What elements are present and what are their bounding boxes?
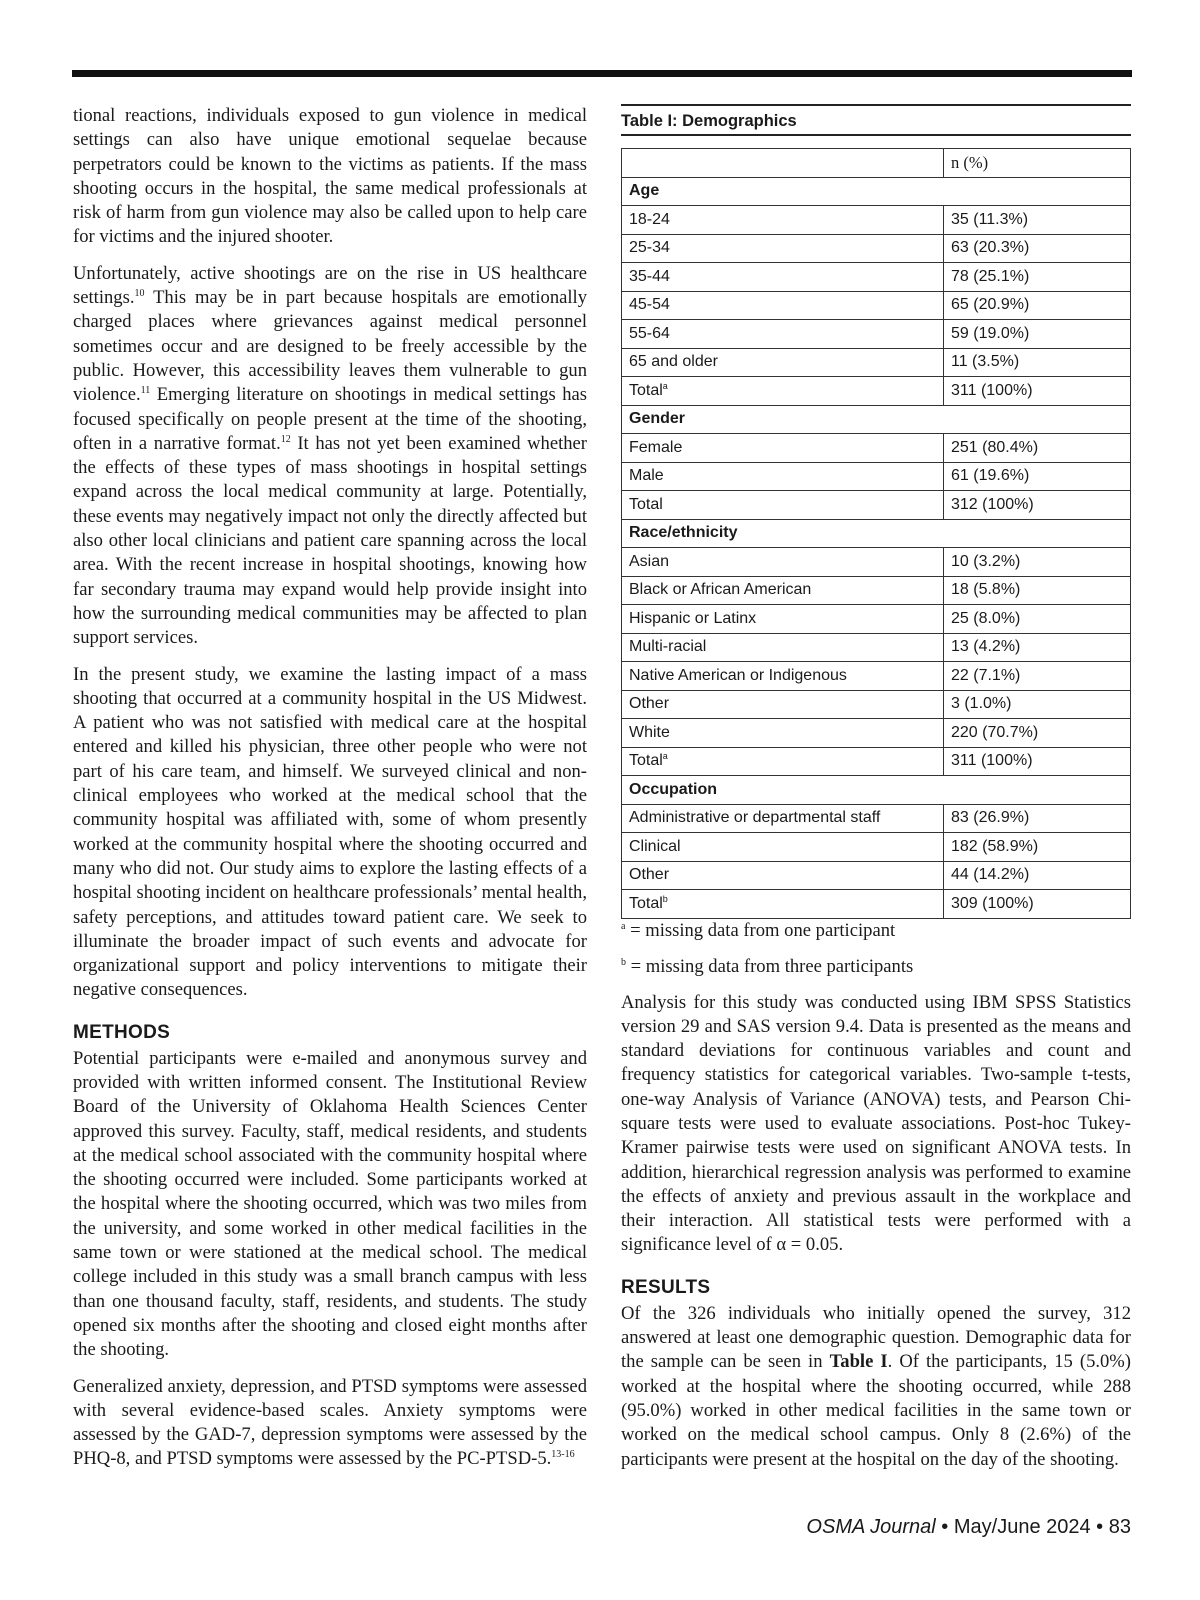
table-row: [622, 234, 1131, 263]
row-value: 59 (19.0%): [944, 320, 1131, 349]
row-label-cell: [622, 234, 944, 263]
row-label: Administrative or departmental staff: [629, 809, 881, 827]
row-label-cell: [622, 462, 944, 491]
table-row: [622, 804, 1131, 833]
table-title: Table I: Demographics: [621, 112, 797, 130]
row-label: Multi-racial: [629, 638, 707, 656]
row-value: 309 (100%): [944, 890, 1131, 919]
row-label: Total: [629, 381, 663, 399]
paragraph: [73, 1375, 587, 1472]
table-row: [622, 861, 1131, 890]
row-label-cell: [622, 548, 944, 577]
paragraph: [73, 262, 587, 651]
row-value: 35 (11.3%): [944, 206, 1131, 235]
table-row: [622, 605, 1131, 634]
section-label: Occupation: [622, 776, 1131, 805]
paragraph: Potential participants were e-mailed and anonymous survey and provided with written informed consent. The Institutional Review Board of the University of Oklahoma Health Sciences Center approved this survey. Faculty, staff, medical residents, and students at the medical school associated with the community hospital where the shooting occurred were included. Some participants worked at the hospital where the shooting occurred, which was two miles from the university, and some worked in other medical facilities in the same town or were stationed at the medical school. The medical college included in this study was a small branch campus with less than one thousand faculty, staff, residents, and students. The study opened six months after the shooting and closed eight months after the shooting.: [73, 1047, 587, 1361]
text: This may be in part because hospitals are emotionally charged places where grievances against medical personnel sometimes occur and are designed to be freely accessible by the public. However, this accessibility leaves them vulnerable to gun violence.: [73, 287, 587, 406]
table-row: [622, 462, 1131, 491]
row-label: White: [629, 723, 670, 741]
table-row: [622, 719, 1131, 748]
citation: 13-16: [551, 1449, 575, 1461]
row-label-cell: [622, 206, 944, 235]
row-label-cell: [622, 861, 944, 890]
row-value: 13 (4.2%): [944, 633, 1131, 662]
separator: •: [1090, 1516, 1109, 1538]
row-value: 11 (3.5%): [944, 348, 1131, 377]
row-label: Total: [629, 894, 663, 912]
row-value: 44 (14.2%): [944, 861, 1131, 890]
table-row: [622, 633, 1131, 662]
row-label: Male: [629, 467, 664, 485]
row-label-cell: [622, 320, 944, 349]
row-value: 311 (100%): [944, 377, 1131, 406]
journal-name: OSMA Journal: [806, 1516, 936, 1538]
row-value: 220 (70.7%): [944, 719, 1131, 748]
row-label: Other: [629, 866, 670, 884]
table-reference: Table I: [829, 1351, 888, 1373]
table-row: [622, 690, 1131, 719]
section-label: Age: [622, 177, 1131, 206]
row-label: Total: [629, 495, 663, 513]
row-value: 22 (7.1%): [944, 662, 1131, 691]
row-label-cell: [622, 377, 944, 406]
row-value: 63 (20.3%): [944, 234, 1131, 263]
footnote-mark: a: [662, 380, 668, 391]
text: It has not yet been examined whether the effects of these types of mass shootings in hospital settings expand across the local medical community at large. Potentially, these events may negatively impact not only the directly affected but also other local clinicians and patient care spanning across the local area. With the recent increase in hospital shootings, knowing how far secondary trauma may expand would help provide insight into how the surrounding medical communities may be affected to plan support services.: [73, 432, 587, 649]
footnote-mark: a: [621, 920, 626, 932]
row-value: 312 (100%): [944, 491, 1131, 520]
text: Unfortunately, active shootings are on the rise in US healthcare settings.: [73, 262, 587, 309]
citation: 12: [280, 433, 291, 445]
row-label-cell: [622, 690, 944, 719]
row-label: Other: [629, 695, 670, 713]
row-label: Hispanic or Latinx: [629, 609, 757, 627]
row-label-cell: [622, 719, 944, 748]
row-label-cell: [622, 833, 944, 862]
table-header-row: [622, 149, 1131, 178]
table-caption: [621, 104, 1131, 136]
table-row: [622, 320, 1131, 349]
row-value: 65 (20.9%): [944, 291, 1131, 320]
table-row: [622, 747, 1131, 776]
table-row: [622, 548, 1131, 577]
row-label-cell: [622, 747, 944, 776]
table-row: [622, 833, 1131, 862]
page-footer: [806, 1515, 1131, 1539]
text: Generalized anxiety, depression, and PTSD symptoms were assessed with several evidence-based scales. Anxiety symptoms were assessed by the GAD-7, depression symptoms were assessed by the PHQ-8, and PTSD symptoms were assessed by the PC-PTSD-5.: [73, 1375, 587, 1470]
table-row: [622, 890, 1131, 919]
row-label: Black or African American: [629, 581, 812, 599]
table-row: [622, 206, 1131, 235]
table-row: [622, 377, 1131, 406]
row-label-cell: [622, 263, 944, 292]
header-value-cell: n (%): [944, 149, 1131, 178]
row-label-cell: [622, 576, 944, 605]
row-value: 25 (8.0%): [944, 605, 1131, 634]
row-label-cell: [622, 291, 944, 320]
header-label-cell: [622, 149, 944, 178]
table-row: [622, 491, 1131, 520]
row-value: 3 (1.0%): [944, 690, 1131, 719]
row-value: 311 (100%): [944, 747, 1131, 776]
footnote: [621, 919, 1131, 943]
top-rule: [72, 70, 1132, 77]
section-label: Race/ethnicity: [622, 519, 1131, 548]
row-value: 10 (3.2%): [944, 548, 1131, 577]
footnote: [621, 955, 1131, 979]
section-row: [622, 776, 1131, 805]
paragraph: tional reactions, individuals exposed to gun violence in medical settings can also have unique emotional sequelae because perpetrators could be known to the victims as patients. If the mass shooting occurs in the hospital, the same medical professionals at risk of harm from gun violence may also be called upon to help care for victims and the injured shooter.: [73, 105, 587, 248]
right-column: [621, 104, 1131, 1484]
row-label-cell: [622, 605, 944, 634]
footnote-text: = missing data from one participant: [625, 919, 896, 941]
footnote-mark: b: [662, 893, 668, 904]
text: Emerging literature on shootings in medical settings has focused specifically on people present at the time of the shooting, often in a narrative format.: [73, 384, 587, 454]
row-label: 18-24: [629, 210, 670, 228]
row-value: 251 (80.4%): [944, 434, 1131, 463]
section-row: [622, 177, 1131, 206]
table-row: [622, 434, 1131, 463]
row-label: 65 and older: [629, 353, 718, 371]
table-row: [622, 576, 1131, 605]
table-row: [622, 348, 1131, 377]
row-label-cell: [622, 348, 944, 377]
row-label: Native American or Indigenous: [629, 666, 847, 684]
citation: 10: [134, 288, 145, 300]
table-row: [622, 291, 1131, 320]
section-row: [622, 519, 1131, 548]
row-label: 25-34: [629, 239, 670, 257]
text: Of the 326 individuals who initially opened the survey, 312 answered at least one demographic question. Demographic data for the sample can be seen in: [621, 1302, 1131, 1373]
row-label: 35-44: [629, 267, 670, 285]
separator: •: [935, 1516, 954, 1538]
row-value: 78 (25.1%): [944, 263, 1131, 292]
row-label: Female: [629, 438, 683, 456]
results-heading: RESULTS: [621, 1276, 711, 1298]
row-label: 55-64: [629, 324, 670, 342]
row-label-cell: [622, 662, 944, 691]
row-value: 61 (19.6%): [944, 462, 1131, 491]
row-label: Clinical: [629, 837, 681, 855]
row-label-cell: [622, 804, 944, 833]
row-label: Asian: [629, 552, 670, 570]
row-label: 45-54: [629, 296, 670, 314]
row-value: 83 (26.9%): [944, 804, 1131, 833]
row-label: Total: [629, 752, 663, 770]
paragraph: Analysis for this study was conducted using IBM SPSS Statistics version 29 and SAS version 9.4. Data is presented as the means and standard deviations for continuous variables and count and frequency statistics for categorical variables. Two-sample t-tests, one-way Analysis of Variance (ANOVA) tests, and Pearson Chi-square tests were used to evaluate associations. Post-hoc Tukey-Kramer pairwise tests were used on significant ANOVA tests. In addition, hierarchical regression analysis was performed to examine the effects of anxiety and previous assault in the workplace and their interaction. All statistical tests were performed with a significance level of α = 0.05.: [621, 991, 1131, 1256]
text: . Of the participants, 15 (5.0%) worked at the hospital where the shooting occurred, while 288 (95.0%) worked in other medical facilities in the same town or worked on the medical school campus. Only 8 (2.6%) of the participants were present at the hospital on the day of the shooting.: [621, 1351, 1131, 1470]
paragraph: [621, 1302, 1131, 1472]
issue-date: May/June 2024: [953, 1516, 1091, 1538]
footnote-text: = missing data from three participants: [626, 955, 914, 977]
row-label-cell: [622, 434, 944, 463]
row-value: 18 (5.8%): [944, 576, 1131, 605]
row-value: 182 (58.9%): [944, 833, 1131, 862]
table-row: [622, 662, 1131, 691]
paragraph: In the present study, we examine the lasting impact of a mass shooting that occurred at a community hospital in the US Midwest. A patient who was not satisfied with medical care at the hospital entered and killed his physician, three other people who were not part of his care team, and himself. We surveyed clinical and non-clinical employees who worked at the medical school that the community hospital was affiliated with, some of whom presently worked at the community hospital where the shooting occurred and many who did not. Our study aims to explore the lasting effects of a hospital shooting incident on healthcare professionals’ mental health, safety perceptions, and attitudes toward patient care. We seek to illuminate the broader impact of such events and advocate for organizational support and policy interventions to mitigate their negative consequences.: [73, 663, 587, 1001]
table-row: [622, 263, 1131, 292]
citation: 11: [140, 385, 151, 397]
methods-heading: METHODS: [73, 1021, 171, 1043]
section-label: Gender: [622, 405, 1131, 434]
table-footnotes: [621, 919, 1131, 979]
footnote-mark: b: [621, 956, 626, 968]
section-row: [622, 405, 1131, 434]
row-label-cell: [622, 633, 944, 662]
row-label-cell: [622, 890, 944, 919]
demographics-table: [621, 148, 1131, 919]
footnote-mark: a: [662, 751, 668, 762]
left-column: [73, 104, 587, 1484]
page-number: 83: [1108, 1516, 1131, 1538]
row-label-cell: [622, 491, 944, 520]
